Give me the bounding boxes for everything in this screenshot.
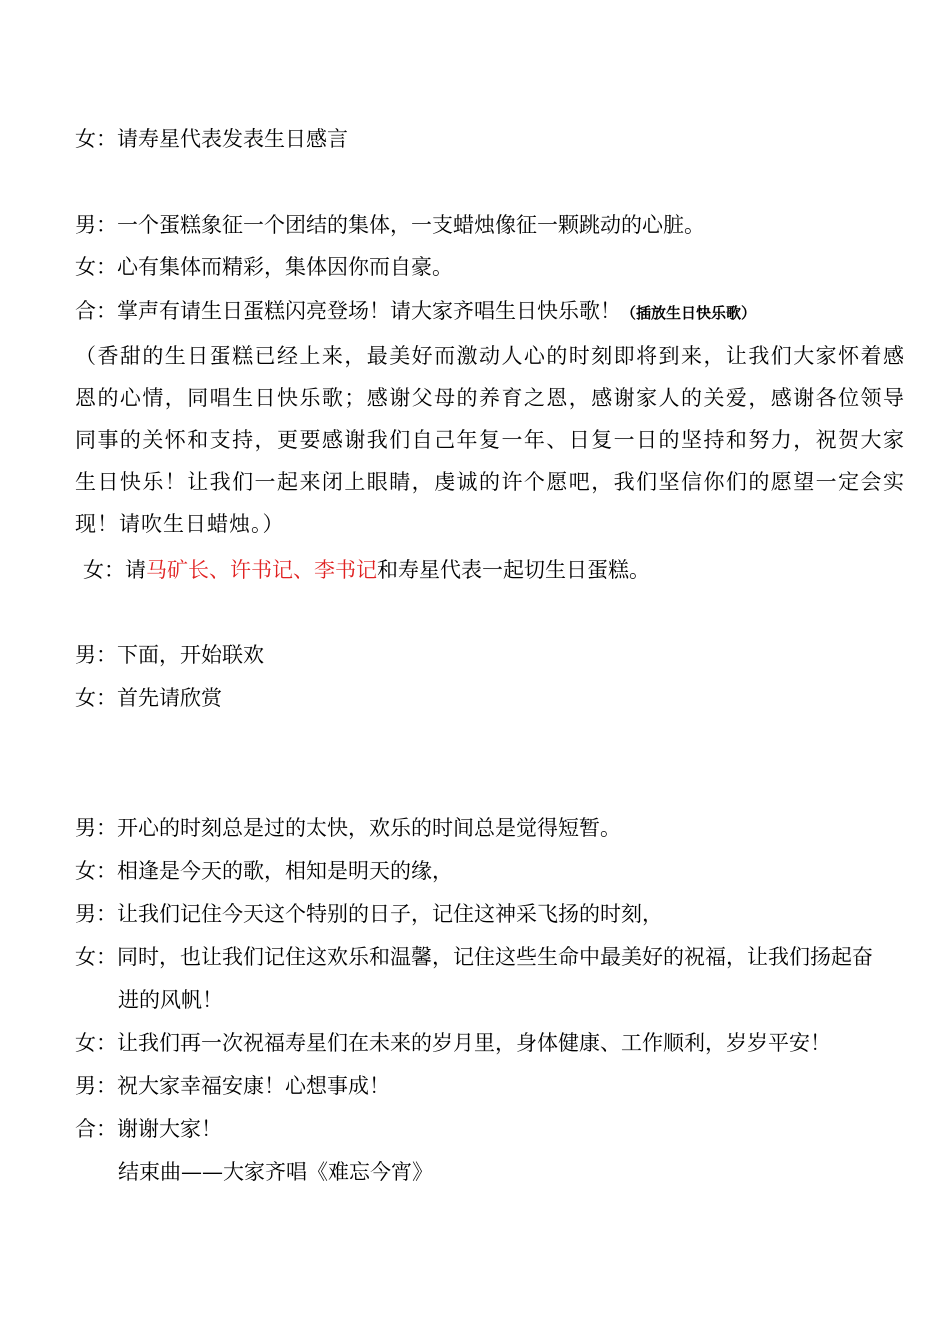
- line-begin-party: 男：下面，开始联欢: [75, 643, 264, 667]
- music-note: （插放生日快乐歌）: [621, 304, 757, 322]
- line-first-enjoy: 女：首先请欣赏: [75, 686, 222, 710]
- line-well-wishes: 男：祝大家幸福安康！心想事成！: [75, 1074, 390, 1098]
- paragraph-blessing: （香甜的生日蛋糕已经上来，最美好而激动人心的时刻即将到来，让我们大家怀着感恩的心情，同唱生日快乐歌；感谢父母的养育之恩，感谢家人的关爱，感谢各位领导同事的关怀和支持，更要感谢我们自己年复一年、日复一日的坚持和努力，祝贺大家生日快乐！让我们一起来闭上眼睛，虔诚的许个愿吧，我们坚信你们的愿望一定会实现！请吹生日蜡烛。）: [75, 344, 905, 536]
- line-closing-song: 结束曲——大家齐唱《难忘今宵》: [118, 1160, 433, 1184]
- cut-cake-prefix: 女：请: [83, 558, 146, 582]
- line-remember-joy: 女：同时，也让我们记住这欢乐和温馨，记住这些生命中最美好的祝福，让我们扬起奋: [75, 945, 873, 969]
- line-thanks: 合：谢谢大家！: [75, 1117, 222, 1141]
- cut-cake-suffix: 和寿星代表一起切生日蛋糕。: [377, 558, 650, 582]
- line-cake-entrance: [75, 298, 756, 326]
- line-cake-symbol: 男：一个蛋糕象征一个团结的集体，一支蜡烛像征一颗跳动的心脏。: [75, 213, 705, 237]
- cake-entrance-text: 合：掌声有请生日蛋糕闪亮登场！请大家齐唱生日快乐歌！: [75, 299, 621, 323]
- leader-names: 马矿长、许书记、李书记: [146, 558, 377, 582]
- line-collective: 女：心有集体而精彩，集体因你而自豪。: [75, 255, 453, 279]
- line-cut-cake: [83, 557, 650, 583]
- line-remember-day: 男：让我们记住今天这个特别的日子，记住这神采飞扬的时刻，: [75, 902, 663, 926]
- line-bless-again: 女：让我们再一次祝福寿星们在未来的岁月里，身体健康、工作顺利，岁岁平安！: [75, 1031, 831, 1055]
- line-happy-time: 男：开心的时刻总是过的太快，欢乐的时间总是觉得短暂。: [75, 816, 621, 840]
- line-meeting-song: 女：相逢是今天的歌，相知是明天的缘，: [75, 859, 453, 883]
- line-birthday-speech: 女：请寿星代表发表生日感言: [75, 127, 348, 151]
- line-remember-joy-cont: 进的风帆！: [118, 988, 223, 1012]
